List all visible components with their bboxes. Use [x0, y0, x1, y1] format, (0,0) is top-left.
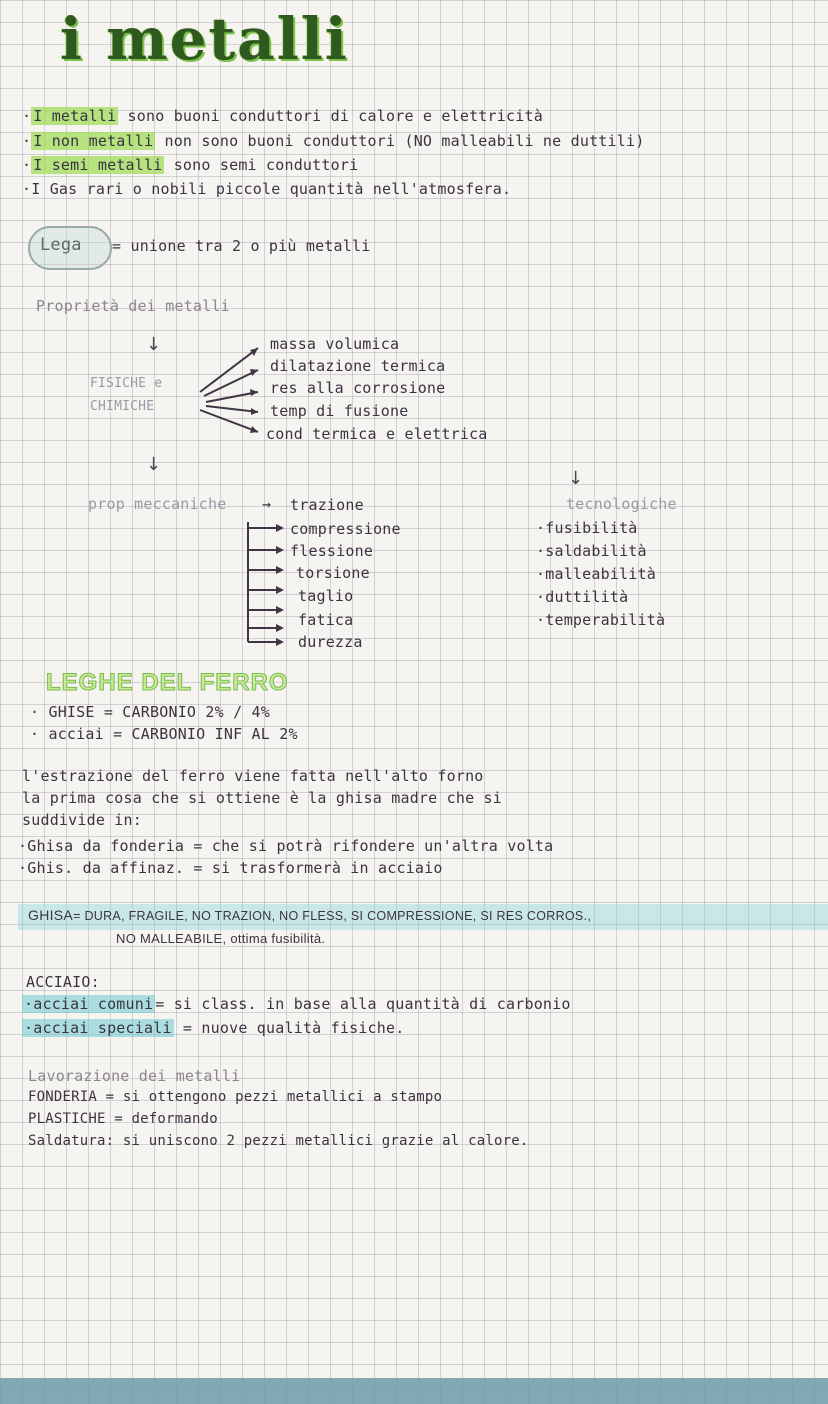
acciaio-item: ·acciai comuni = si class. in base alla quantità di carbonio [24, 995, 571, 1013]
fisiche-item: res alla corrosione [270, 379, 446, 397]
page-bottom-edge [0, 1378, 828, 1404]
down-arrow-icon: ↓ [146, 454, 162, 475]
leghe-item: · acciai = CARBONIO INF AL 2% [30, 725, 298, 743]
branch-arrows-icon [196, 340, 268, 440]
tecnologiche-label: tecnologiche [566, 495, 677, 513]
fisiche-item: cond termica e elettrica [266, 425, 488, 443]
tecnologiche-item: ·fusibilità [536, 519, 638, 537]
estrazione-line: l'estrazione del ferro viene fatta nell'alto forno [22, 767, 484, 785]
trazione-arrow-icon: → [262, 495, 272, 513]
chimiche-label: CHIMICHE [90, 399, 155, 414]
estrazione-line: ·Ghisa da fonderia = che si potrà rifondere un'altra volta [18, 837, 554, 855]
estrazione-line: la prima cosa che si ottiene è la ghisa madre che si [22, 789, 502, 807]
fisiche-item: temp di fusione [270, 402, 409, 420]
fisiche-item: dilatazione termica [270, 357, 446, 375]
estrazione-line: ·Ghis. da affinaz. = si trasformerà in acciaio [18, 859, 443, 877]
meccaniche-item: flessione [290, 542, 374, 560]
leghe-heading: LEGHE DEL FERRO [46, 669, 289, 696]
ghisa-line: GHISA= DURA, FRAGILE, NO TRAZION, NO FLESS, SI COMPRESSIONE, SI RES CORROS., [28, 907, 592, 923]
ghisa-line: NO MALLEABILE, ottima fusibilità. [116, 931, 326, 946]
lavorazione-item: PLASTICHE = deformando [28, 1111, 218, 1127]
lavorazione-item: Saldatura: si uniscono 2 pezzi metallici grazie al calore. [28, 1133, 529, 1149]
lavorazione-item: FONDERIA = si ottengono pezzi metallici a stampo [28, 1089, 443, 1105]
acciaio-heading: ACCIAIO: [26, 973, 100, 991]
acciaio-item: ·acciai speciali = nuove qualità fisiche. [24, 1019, 405, 1037]
tecnologiche-item: ·duttilità [536, 588, 629, 606]
tecnologiche-item: ·temperabilità [536, 611, 666, 629]
proprieta-heading: Proprietà dei metalli [36, 297, 230, 315]
intro-line: ·I Gas rari o nobili piccole quantità nell'atmosfera. [22, 180, 512, 198]
down-arrow-icon: ↓ [146, 334, 162, 355]
fisiche-label: FISICHE e [90, 376, 163, 391]
lega-term: Lega [40, 235, 82, 255]
lavorazione-heading: Lavorazione dei metalli [28, 1067, 241, 1085]
tecnologiche-item: ·saldabilità [536, 542, 647, 560]
down-arrow-icon: ↓ [568, 468, 584, 489]
fisiche-item: massa volumica [270, 335, 400, 353]
meccaniche-item: compressione [290, 520, 401, 538]
meccaniche-item: torsione [296, 564, 370, 582]
leghe-item: · GHISE = CARBONIO 2% / 4% [30, 703, 270, 721]
lega-definition: = unione tra 2 o più metalli [112, 237, 371, 255]
estrazione-line: suddivide in: [22, 811, 142, 829]
intro-line: · I non metalli non sono buoni conduttori (NO malleabili ne duttili) [22, 132, 645, 150]
intro-line: · I semi metalli sono semi conduttori [22, 156, 359, 174]
intro-line: · I metalli sono buoni conduttori di calore e elettricità [22, 107, 543, 125]
meccaniche-item: trazione [290, 496, 364, 514]
meccaniche-label: prop meccaniche [88, 495, 227, 513]
meccaniche-item: durezza [298, 633, 363, 651]
bracket-arrows-icon [244, 518, 290, 650]
meccaniche-item: fatica [298, 611, 354, 629]
page-title: i metalli [60, 5, 349, 73]
meccaniche-item: taglio [298, 587, 354, 605]
tecnologiche-item: ·malleabilità [536, 565, 656, 583]
